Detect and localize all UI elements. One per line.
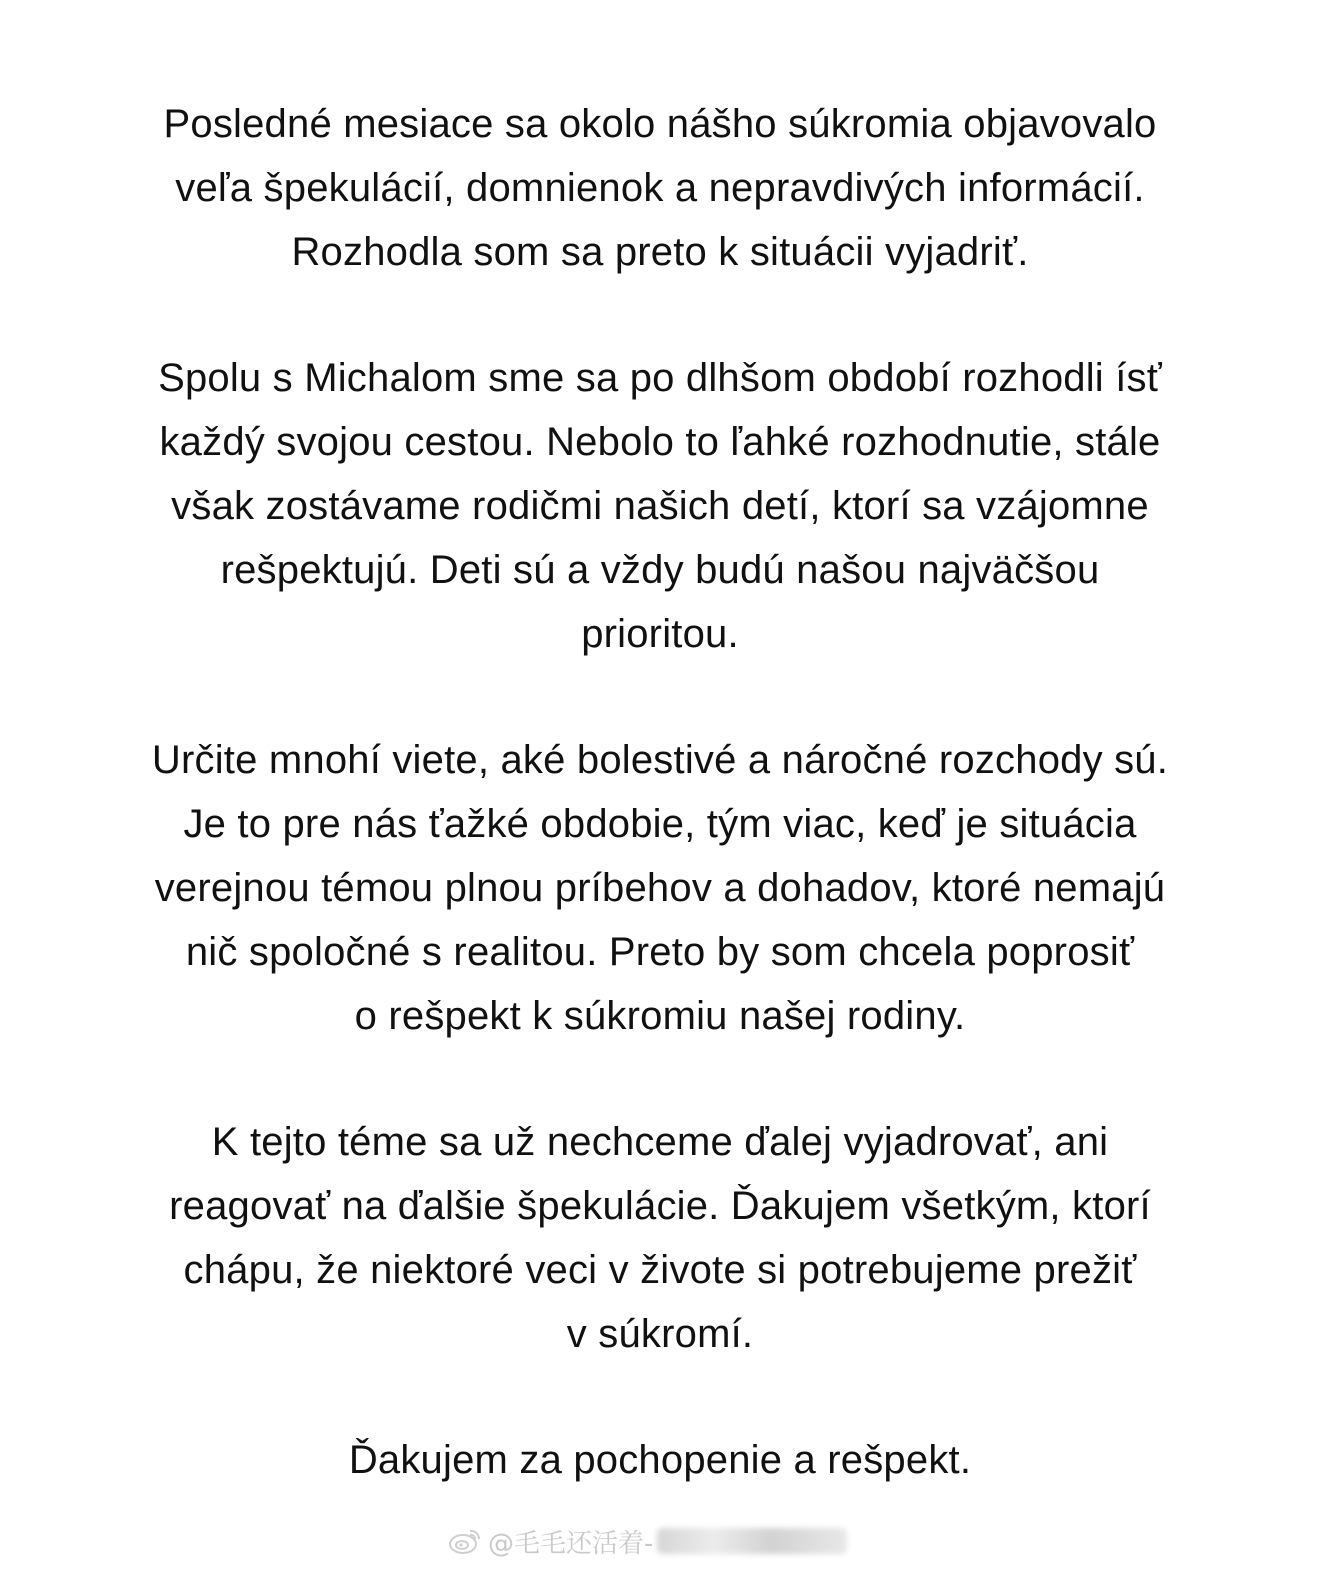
watermark-handle: @毛毛还活着-: [488, 1528, 654, 1559]
statement-line: Ďakujem za pochopenie a rešpekt.: [348, 1438, 972, 1482]
statement-line: každý svojou cestou. Nebolo to ľahké rozhodnutie, stále: [159, 420, 1161, 464]
statement-line: rešpektujú. Deti sú a vždy budú našou najväčšou: [220, 548, 1100, 592]
statement-line: o rešpekt k súkromiu našej rodiny.: [354, 994, 966, 1038]
statement-paragraph-4: [0, 1110, 1320, 1366]
statement-paragraph-2: [0, 346, 1320, 666]
statement-line: Spolu s Michalom sme sa po dlhšom období rozhodli ísť: [158, 356, 1162, 400]
watermark-obscured-text: [657, 1528, 847, 1554]
statement-line: chápu, že niektoré veci v živote si potrebujeme prežiť: [183, 1248, 1137, 1292]
statement-line: Posledné mesiace sa okolo nášho súkromia objavovalo: [163, 102, 1157, 146]
statement-line: Určite mnohí viete, aké bolestivé a náročné rozchody sú.: [151, 738, 1169, 782]
statement-line: reagovať na ďalšie špekulácie. Ďakujem všetkým, ktorí: [169, 1184, 1151, 1228]
statement-line: nič spoločné s realitou. Preto by som chcela poprosiť: [185, 930, 1135, 974]
statement-line: veľa špekulácií, domnienok a nepravdivých informácií.: [175, 166, 1145, 210]
statement-line: K tejto téme sa už nechceme ďalej vyjadrovať, ani: [211, 1120, 1109, 1164]
statement-text: [0, 92, 1320, 1554]
statement-paragraph-3: [0, 728, 1320, 1048]
statement-line: v súkromí.: [566, 1312, 754, 1356]
watermark: [448, 1521, 847, 1561]
statement-paragraph-1: [0, 92, 1320, 284]
statement-paragraph-5: [0, 1428, 1320, 1492]
statement-line: prioritou.: [581, 612, 739, 656]
statement-line: Rozhodla som sa preto k situácii vyjadriť.: [291, 230, 1029, 274]
statement-line: verejnou témou plnou príbehov a dohadov, ktoré nemajú: [154, 866, 1166, 910]
statement-line: Je to pre nás ťažké obdobie, tým viac, keď je situácia: [183, 802, 1137, 846]
weibo-icon: [448, 1527, 482, 1555]
statement-line: však zostávame rodičmi našich detí, ktorí sa vzájomne: [171, 484, 1149, 528]
